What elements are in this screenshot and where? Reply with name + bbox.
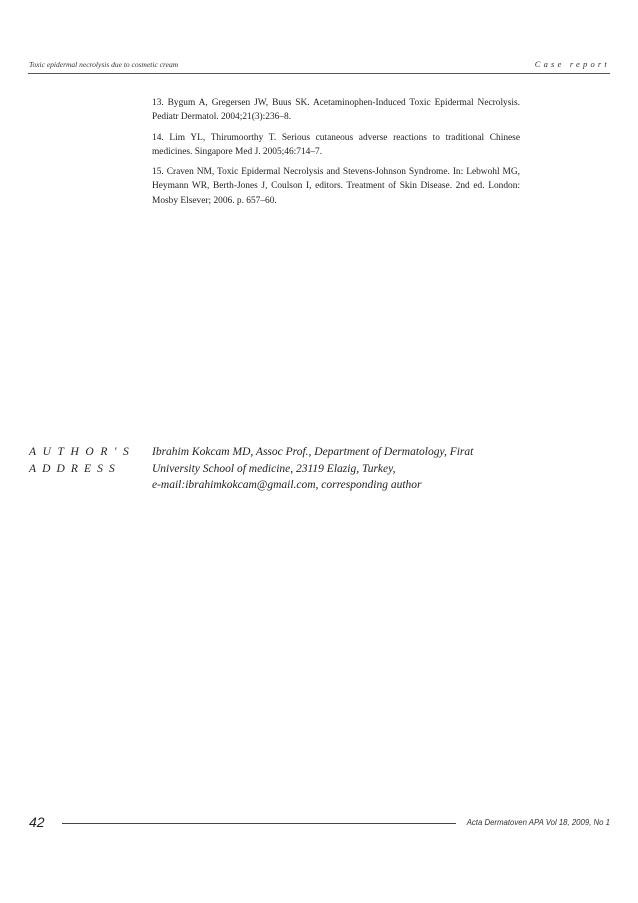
reference-item: 13. Bygum A, Gregersen JW, Buus SK. Acetaminophen-Induced Toxic Epidermal Necrolysis. Pediatr Dermatol. 2004;21(3):236–8. [152,98,520,123]
header-divider [28,73,610,74]
running-title: Toxic epidermal necrolysis due to cosmetic cream [29,60,179,69]
author-address-text [152,444,572,494]
footer-divider [62,823,456,824]
page-footer [0,805,638,835]
page-header [0,0,638,80]
section-label: Case report [534,59,610,69]
address-line: Ibrahim Kokcam MD, Assoc Prof., Department of Dermatology, Firat [152,446,474,458]
address-heading-line: AUTHOR'S [29,446,136,458]
reference-item: 14. Lim YL, Thirumoorthy T. Serious cutaneous adverse reactions to traditional Chinese medicines. Singapore Med J. 2005;46:714–7. [152,132,520,157]
address-line: University School of medicine, 23119 Elazig, Turkey, [152,462,396,475]
reference-item: 15. Craven NM, Toxic Epidermal Necrolysis and Stevens-Johnson Syndrome. In: Lebwohl MG, Heymann WR, Berth-Jones J, Coulson I, editors. Treatment of Skin Disease. 2nd ed. London: Mosby Elsever; 2006. p. 657–60. [152,167,520,206]
journal-citation: Acta Dermatoven APA Vol 18, 2009, No 1 [466,818,610,827]
reference-list [152,96,520,214]
author-address-heading [29,444,147,477]
page-number: 42 [29,814,45,830]
address-heading-line: ADDRESS [29,462,121,475]
address-email-line: e-mail:ibrahimkokcam@gmail.com, corresponding author [152,479,422,491]
